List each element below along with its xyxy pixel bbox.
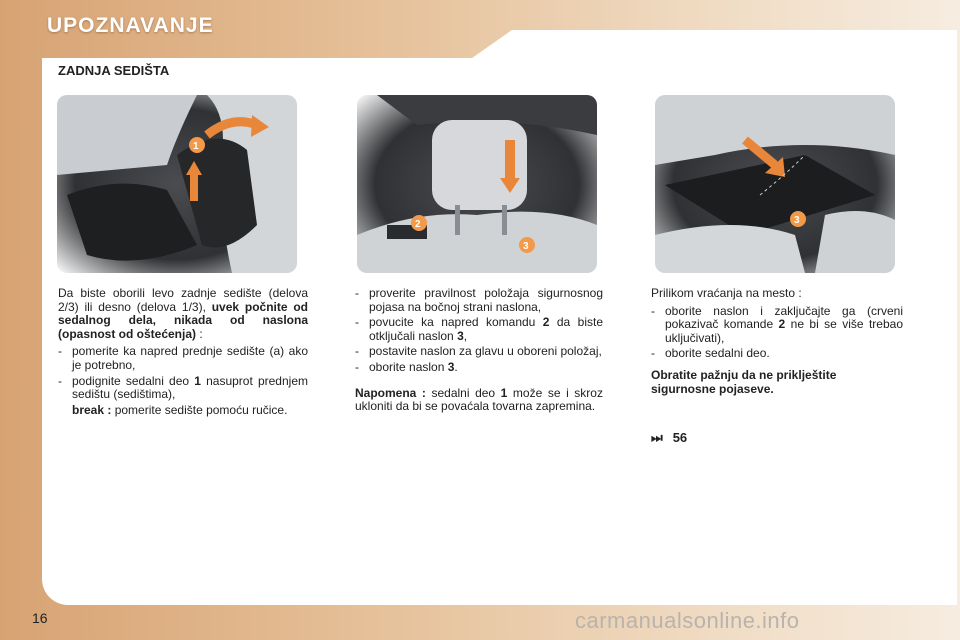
list-item: - oborite sedalni deo.	[651, 346, 770, 361]
section-title: ZADNJA SEDIŠTA	[58, 63, 170, 78]
folded-seat-illustration	[655, 95, 895, 273]
list-item: - proverite pravilnost položaja sigurnosnog pojasa na bočnoj strani naslona,	[355, 286, 603, 314]
col3-intro: Prilikom vraćanja na mesto :	[651, 286, 802, 300]
col3-warning: Obratite pažnju da ne priklještite sigurnosne pojaseve.	[651, 367, 837, 396]
text-column-2	[355, 287, 603, 418]
list-item: - pomerite ka napred prednje sedište (a) ako je potrebno,	[58, 344, 308, 372]
list-item: - povucite ka napred komandu 2 da biste otključali naslon 3,	[355, 315, 603, 343]
list-item: - oborite naslon 3.	[355, 359, 458, 374]
svg-text:2: 2	[415, 219, 421, 230]
text-column-3	[651, 287, 903, 400]
svg-text:3: 3	[794, 215, 800, 226]
col2-list	[355, 287, 603, 375]
seat-cushion-illustration	[57, 95, 297, 273]
list-item: - postavite naslon za glavu u oboreni položaj,	[355, 344, 602, 359]
break-item: break : pomerite sedište pomoću ručice.	[72, 402, 288, 417]
fast-forward-icon: ⏭	[651, 430, 663, 445]
page-reference[interactable]	[651, 430, 687, 446]
col2-note: Napomena : sedalni deo 1 može se i skroz ukloniti da bi se povaćala tovarna zapremina.	[355, 385, 603, 414]
photo-seat-cushion	[57, 95, 297, 273]
col1-intro: Da biste oborili levo zadnje sedište (delova 2/3) ili desno (delova 1/3), uvek počnite od sedalnog dela, nikada od naslona (opasnost od oštećenja) :	[58, 286, 308, 341]
page-title: UPOZNAVANJE	[47, 14, 214, 37]
photo-folded-seat	[655, 95, 895, 273]
col3-list	[651, 305, 903, 361]
watermark: carmanualsonline.info	[575, 608, 800, 633]
page-number: 16	[32, 610, 48, 626]
reference-page: 56	[672, 430, 688, 445]
col1-list	[58, 345, 308, 417]
backrest-illustration	[357, 95, 597, 273]
svg-text:1: 1	[193, 141, 199, 152]
list-item: - oborite naslon i zaključajte ga (crveni pokazivač komande 2 ne bi se više trebao uključivati),	[651, 303, 903, 345]
text-column-1	[58, 287, 308, 419]
svg-text:3: 3	[523, 241, 529, 252]
photo-backrest	[357, 95, 597, 273]
list-item: - podignite sedalni deo 1 nasuprot prednjem sedištu (sedištima),	[58, 373, 308, 402]
